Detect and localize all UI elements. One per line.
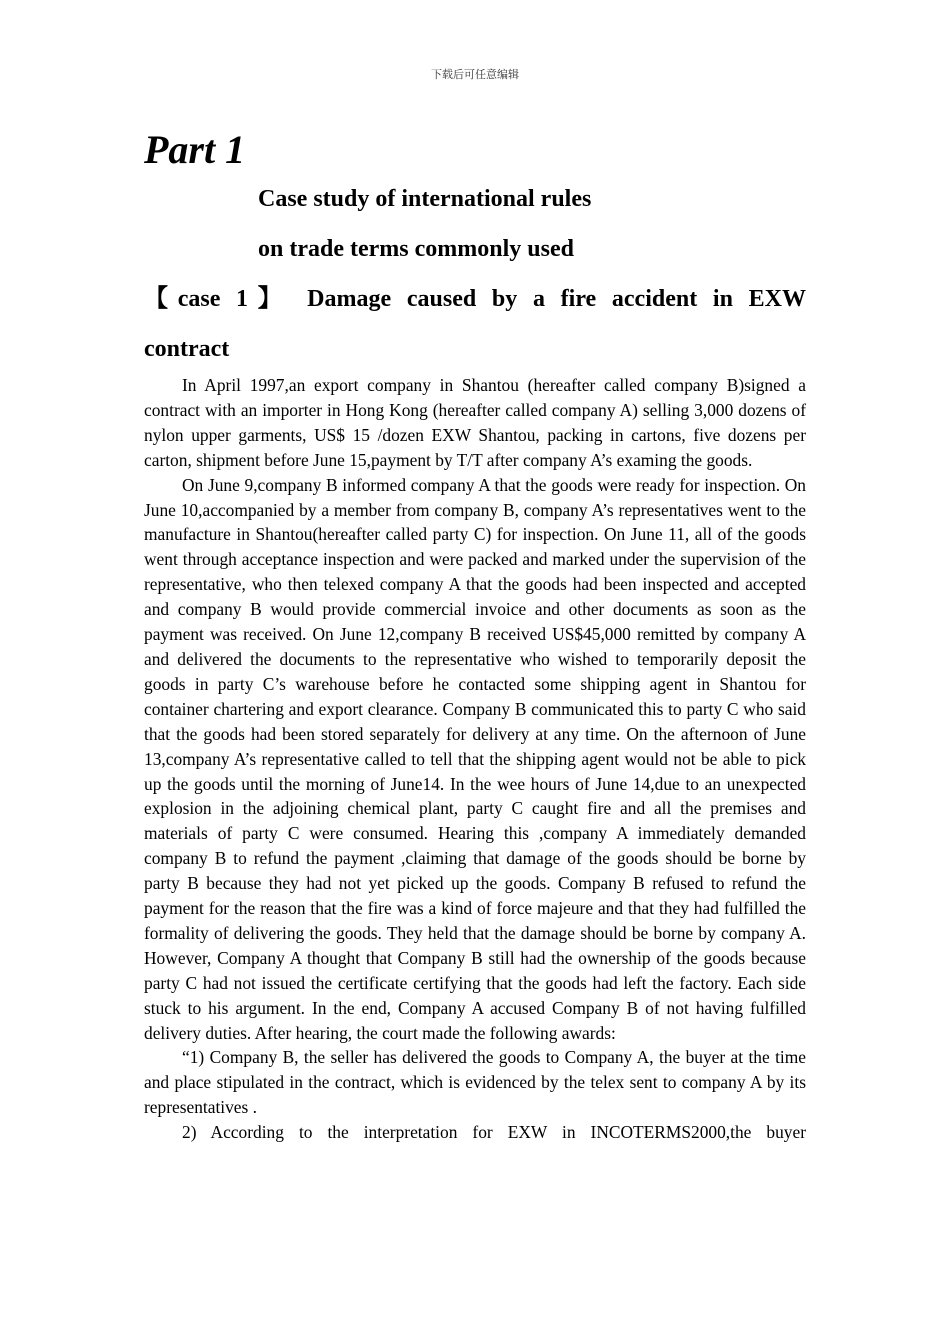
subtitle-line-2: on trade terms commonly used [258,236,574,262]
body-text [144,373,806,1145]
paragraph: 2) According to the interpretation for EXW in INCOTERMS2000,the buyer [182,1122,806,1143]
header-note: 下载后可任意编辑 [431,68,519,81]
paragraph: In April 1997,an export company in Shantou (hereafter called company B)signed a contract with an importer in Hong Kong (hereafter called company A) selling 3,000 dozens of nylon upper garments, US$ 15 /dozen EXW Shantou, packing in cartons, five dozens per carton, shipment before June 15,payment by T/T after company A’s examing the goods. [144,375,806,470]
subtitle-line-1: Case study of international rules [258,186,592,212]
paragraph: On June 9,company B informed company A that the goods were ready for inspection. On June 10,accompanied by a member from company B, company A’s representatives went to the manufacture in Shantou(hereafter called party C) for inspection. On June 11, all of the goods went through acceptance inspection and were packed and marked under the supervision of the representative, who then telexed company A that the goods had been inspected and accepted and company B would provide commercial invoice and other documents as soon as the payment was received. On June 12,company B received US$45,000 remitted by company A and delivered the documents to the representative who wished to temporarily deposit the goods in party C’s warehouse before he contacted some shipping agent in Shantou for container chartering and export clearance. Company B communicated this to party C who said that the goods had been stored separately for delivery at any time. On the afternoon of June 13,company A’s representative called to tell that the shipping agent would not be able to pick up the goods until the morning of June14. In the wee hours of June 14,due to an unexpected explosion in the adjoining chemical plant, party C caught fire and all the premises and materials of party C were consumed. Hearing this ,company A immediately demanded company B to refund the payment ,claiming that damage of the goods should be borne by party B because they had not yet picked up the goods. Company B refused to refund the payment for the reason that the fire was a kind of force majeure and that they had fulfilled the formality of delivering the goods. They held that the damage should be borne by company A. However, Company A thought that Company B still had the ownership of the goods because party C had not issued the certificate certifying that the goods had left the factory. Each side stuck to his argument. In the end, Company A accused Company B of not having fulfilled delivery duties. After hearing, the court made the following awards: [144,474,806,1043]
paragraph: “1) Company B, the seller has delivered the goods to Company A, the buyer at the time and place stipulated in the contract, which is evidenced by the telex sent to company A by its representatives . [144,1047,806,1118]
case-heading: 【case 1】 Damage caused by a fire accident in EXW [144,286,806,312]
part-title: Part 1 [144,127,246,172]
case-heading-continued: contract [144,336,230,362]
